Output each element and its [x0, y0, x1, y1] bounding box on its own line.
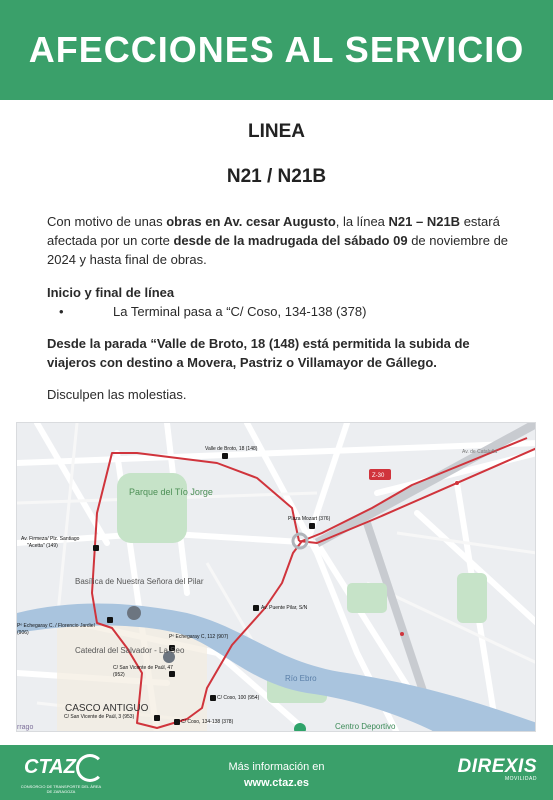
start-end-section	[47, 283, 517, 321]
notice-paragraph	[47, 212, 517, 269]
direxis-logo-text: DIREXIS	[457, 756, 537, 777]
notice-line-number: N21 – N21B	[388, 214, 461, 229]
map-label-park: Parque del Tío Jorge	[129, 487, 213, 497]
stop-label-firmeza: Av. Firmeza/ Plz. Santiago	[21, 536, 80, 542]
notice-text: de noviembre de 2024 y hasta final de obras.	[47, 233, 509, 267]
stop-label-san-vicente-3: C/ San Vicente de Paúl, 3 (953)	[64, 714, 135, 720]
stop-label-san-vicente-47: C/ San Vicente de Paúl, 47	[113, 665, 173, 671]
map-label-old-town: CASCO ANTIGUO	[65, 703, 149, 714]
ctaz-logo-subtitle: CONSORCIO DE TRANSPORTE DEL ÁREA DE ZARAGOZA	[20, 784, 102, 794]
stop-label-valle-broto: Valle de Broto, 18 (148)	[205, 446, 258, 452]
stop-label-puente-pilar: Av. Puente Pilar, S/N	[261, 605, 308, 611]
page-title: AFECCIONES AL SERVICIO	[28, 29, 525, 70]
notice-text: , la línea	[335, 214, 389, 229]
notice-date: desde de la madrugada del sábado 09	[173, 233, 408, 248]
map-label-cathedral: Catedral del Salvador - La Seo	[75, 646, 185, 655]
stop-label-san-vicente-47-code: (952)	[113, 672, 125, 678]
map-label-corner: rrago	[17, 724, 34, 731]
terminal-text: La Terminal pasa a “C/ Coso, 134-138 (378)	[113, 304, 367, 319]
direxis-logo	[457, 756, 537, 782]
terminal-bullet	[47, 302, 517, 321]
direxis-logo-subtitle: MOVILIDAD	[504, 776, 537, 782]
stop-label-coso-100: C/ Coso, 100 (954)	[217, 695, 260, 701]
map-label-avenue: Av. de Cataluña	[462, 449, 498, 455]
apology-text: Disculpen las molestias.	[47, 387, 187, 402]
notice-text: estará afectada por un corte	[47, 214, 500, 248]
boarding-text: Desde la parada “Valle de Broto, 18 (148) está permitida la subida de viajeros con destino a Movera, Pastriz o Villamayor de Gállego.	[47, 336, 470, 370]
stop-label-firmeza-code: "Acetta" (149)	[27, 543, 58, 549]
stop-label-coso-134: C/ Coso, 134-138 (378)	[181, 719, 234, 725]
map-label-road: Z-30	[372, 473, 385, 479]
stop-label-echegaray-florencio-code: (906)	[17, 630, 29, 636]
start-end-title: Inicio y final de línea	[47, 285, 175, 300]
map-label-basilica: Basílica de Nuestra Señora del Pilar	[75, 577, 204, 586]
more-info-label: Más información en	[228, 761, 325, 773]
notice-text: Con motivo de unas	[47, 214, 167, 229]
line-number: N21 / N21B	[226, 166, 327, 187]
notice-works-location: obras en Av. cesar Augusto	[166, 214, 336, 229]
ctaz-logo-text: CTAZ	[24, 756, 76, 778]
map-label-sport: Centro Deportivo	[335, 722, 396, 731]
stop-label-plaza-mozart: Plaza Mozart (376)	[288, 516, 331, 522]
map-label-river: Río Ebro	[285, 674, 317, 683]
more-info-url[interactable]: www.ctaz.es	[243, 777, 309, 789]
stop-label-echegaray-florencio: Pº Echegaray C. / Florencio Jardiel	[17, 623, 95, 629]
line-label: LINEA	[248, 121, 305, 142]
header-banner	[0, 0, 553, 100]
boarding-paragraph	[47, 334, 517, 372]
route-map	[16, 422, 536, 732]
footer-bar	[0, 745, 553, 800]
stop-label-echegaray-112: Pº Echegaray C, 112 (907)	[169, 634, 229, 640]
